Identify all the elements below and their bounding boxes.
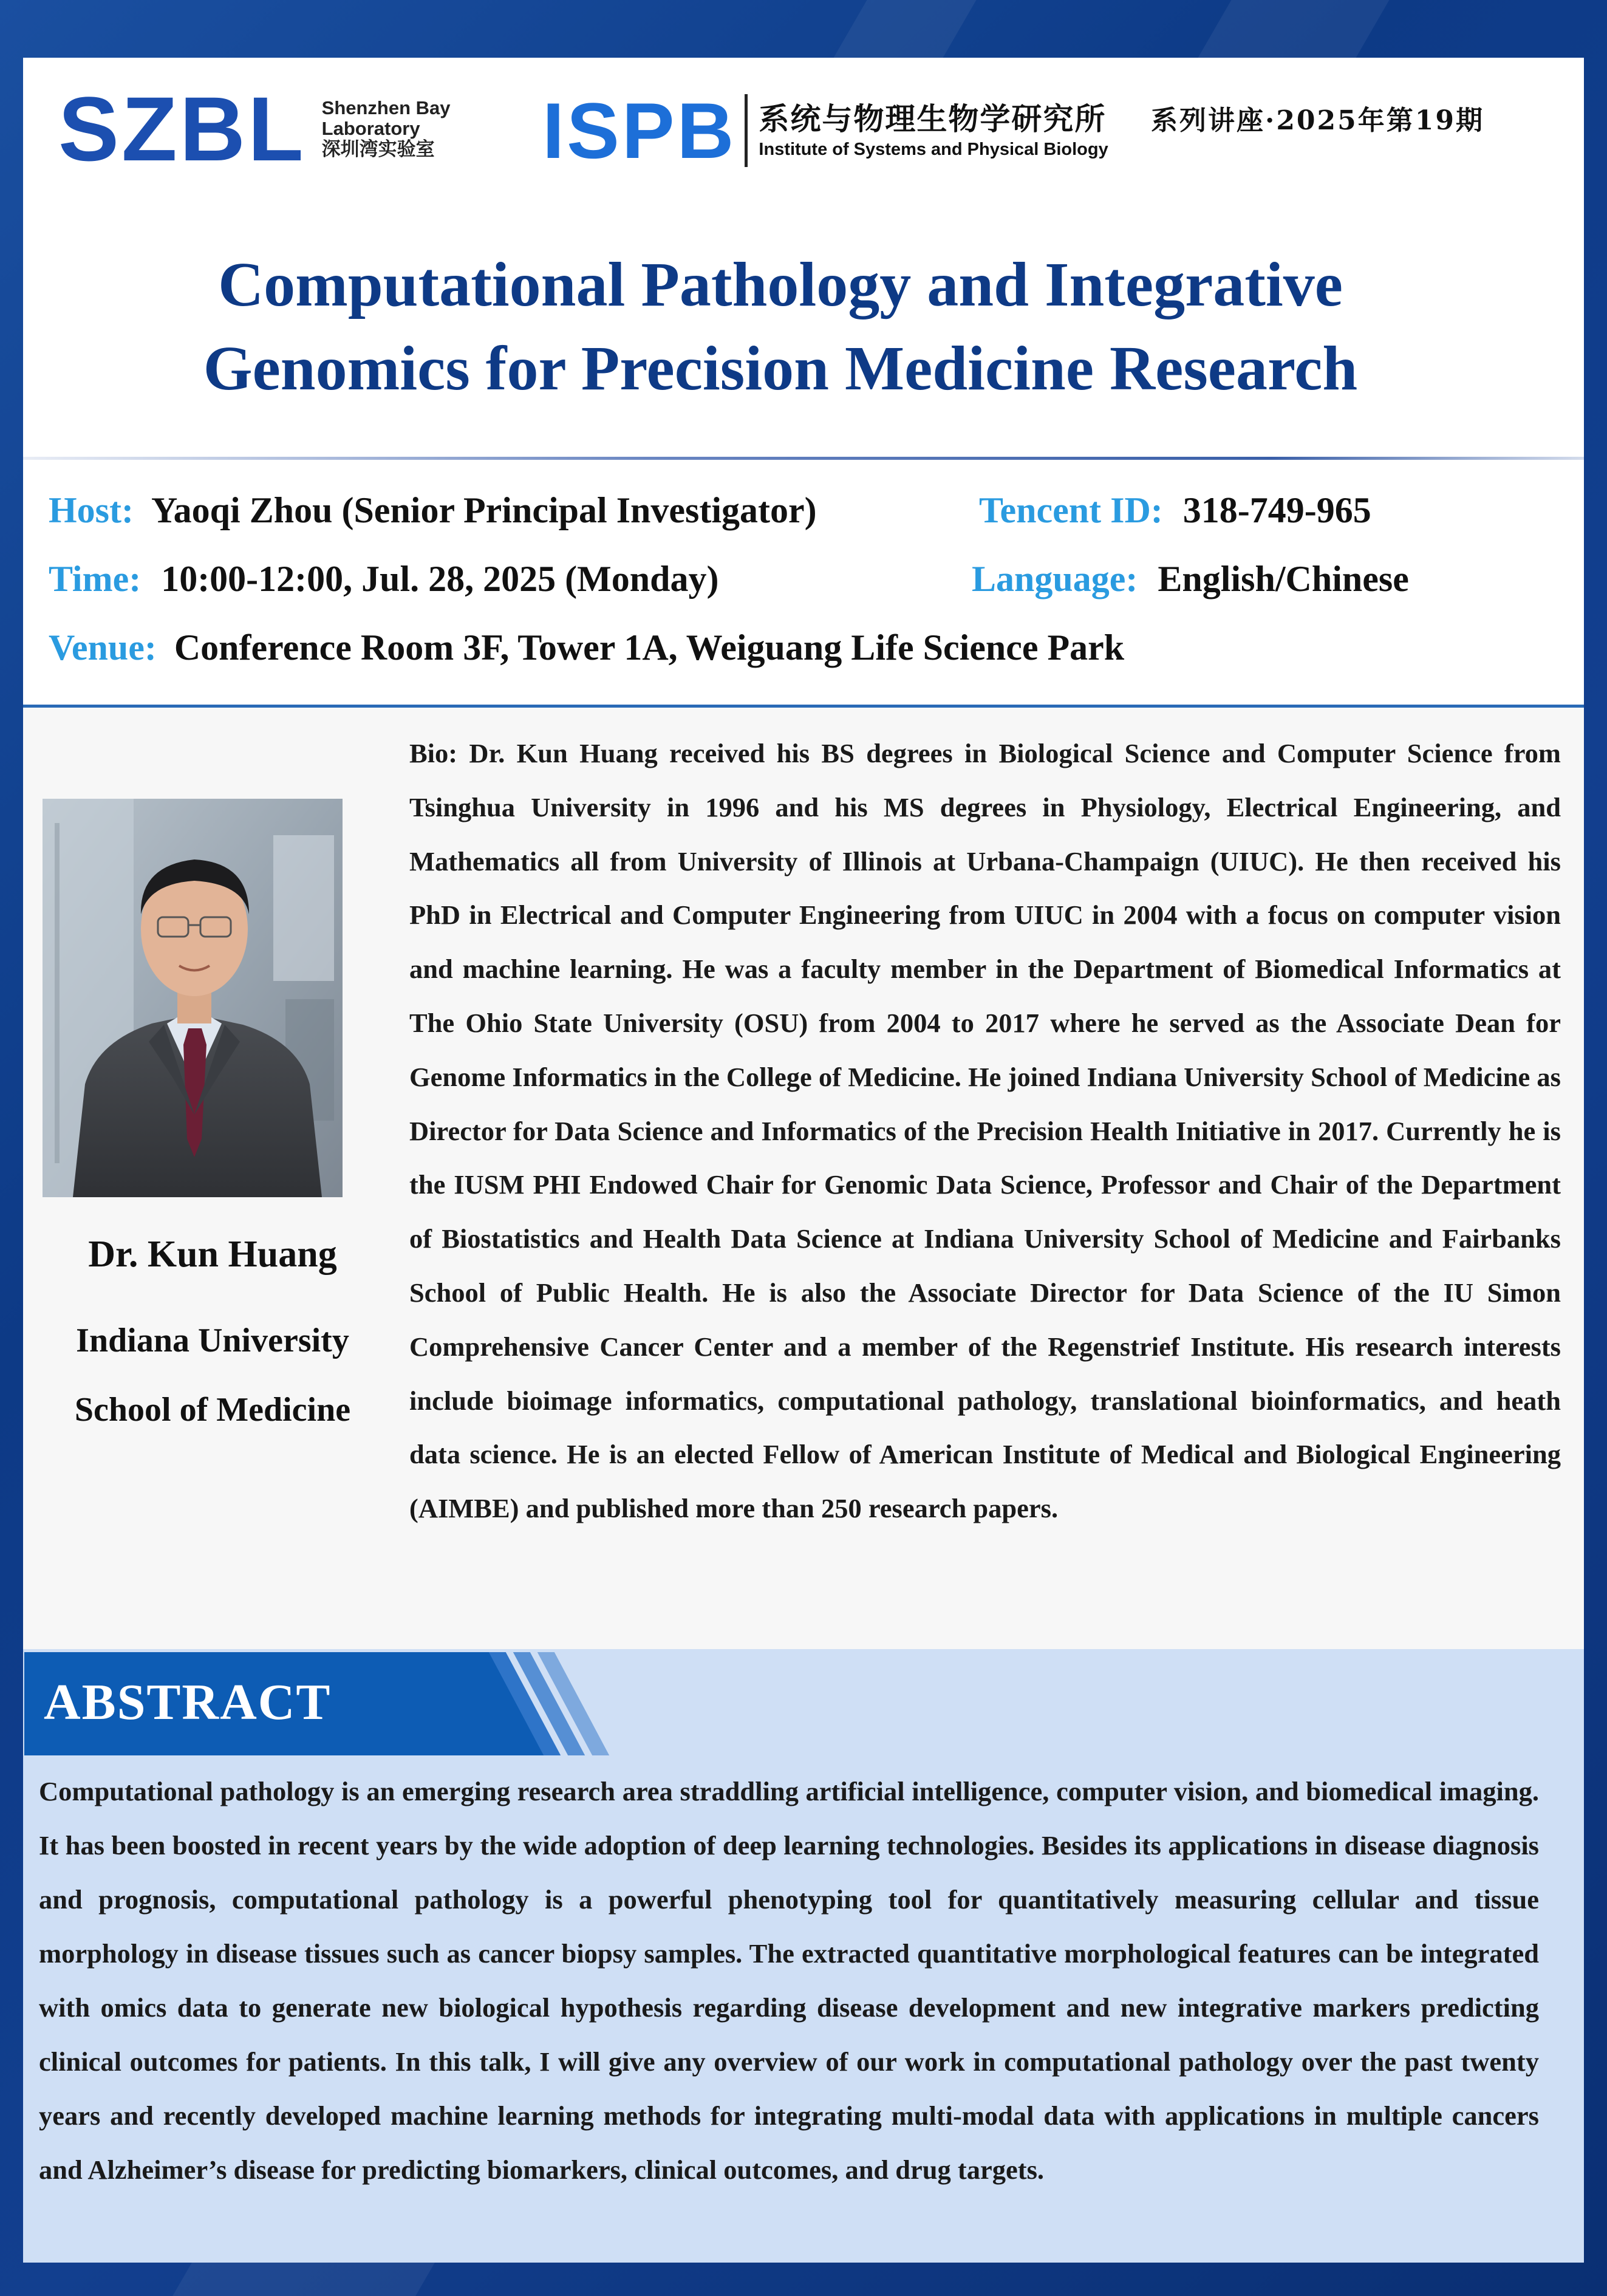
szbl-wordmark: SZBL: [58, 78, 306, 180]
tencent-row: [979, 488, 1371, 532]
ispb-name-chinese: 系统与物理生物学研究所: [759, 101, 1107, 137]
host-value: Yaoqi Zhou (Senior Principal Investigator): [151, 490, 817, 530]
time-value: 10:00-12:00, Jul. 28, 2025 (Monday): [161, 559, 719, 599]
language-value: English/Chinese: [1158, 559, 1409, 599]
background-stripe: [172, 2263, 435, 2296]
speaker-photo: [43, 799, 343, 1197]
ispb-name-english: Institute of Systems and Physical Biology: [759, 140, 1108, 159]
page-title: [36, 243, 1524, 411]
language-label: Language:: [972, 559, 1138, 599]
abstract-text: Computational pathology is an emerging research area straddling artificial intelligence, computer vision, and biomedical imaging. It has been boosted in recent years by the wide adoption of deep learning technologies. Besides its applications in disease diagnosis and prognosis, computational pathology is a powerful phenotyping tool for quantitatively measuring cellular and tissue morphology in disease tissues such as cancer biopsy samples. The extracted quantitative morphological features can be integrated with omics data to generate new biological hypothesis regarding disease development and new integrative markers predicting clinical outcomes for patients. In this talk, I will give any overview of our work in computational pathology over the past twenty years and recently developed machine learning methods for integrating multi-modal data with applications in multiple cancers and Alzheimer’s disease for predicting biomarkers, clinical outcomes, and drug targets.: [39, 1776, 1539, 2185]
host-label: Host:: [49, 490, 134, 530]
title-divider: [23, 457, 1584, 460]
ispb-divider: [745, 94, 748, 167]
ispb-name: [759, 100, 1108, 161]
abstract-heading: ABSTRACT: [44, 1674, 332, 1731]
szbl-name-line1: Shenzhen Bay: [321, 97, 451, 118]
tencent-value: 318-749-965: [1182, 490, 1371, 530]
speaker-bio: Bio: Dr. Kun Huang received his BS degrees in Biological Science and Computer Science from Tsinghua University in 1996 and his MS degrees in Physiology, Electrical Engineering, and Mathematics all from University of Illinois at Urbana-Champaign (UIUC). He then received his PhD in Electrical and Computer Engineering from UIUC in 2004 with a focus on computer vision and machine learning. He was a faculty member in the Department of Biomedical Informatics at The Ohio State University (OSU) from 2004 to 2017 where he served as the Associate Dean for Genome Informatics in the College of Medicine. He joined Indiana University School of Medicine as Director for Data Science and Informatics of the Precision Health Initiative in 2017. Currently he is the IUSM PHI Endowed Chair for Genomic Data Science, Professor and Chair of the Department of Biostatistics and Health Data Science at Indiana University School of Medicine and Fairbanks School of Public Health. He is also the Associate Director for Data Science of the IU Simon Comprehensive Cancer Center and a member of the Regenstrief Institute. His research interests include bioimage informatics, computational pathology, translational bioinformatics, and heath data science. He is an elected Fellow of American Institute of Medical and Biological Engineering (AIMBE) and published more than 250 research papers.: [409, 738, 1561, 1524]
venue-label: Venue:: [49, 627, 157, 668]
host-row: [49, 488, 817, 532]
ispb-logo: [542, 85, 1108, 176]
language-row: [972, 557, 1409, 601]
venue-value: Conference Room 3F, Tower 1A, Weiguang Life Science Park: [174, 627, 1125, 668]
speaker-affiliation: [24, 1306, 401, 1444]
speaker-name: Dr. Kun Huang: [88, 1234, 337, 1275]
venue-row: [49, 626, 1124, 669]
szbl-name-line2: Laboratory: [321, 118, 420, 139]
ispb-wordmark: ISPB: [542, 86, 737, 175]
background-stripe: [1198, 0, 1390, 58]
speaker-affiliation-line1: Indiana University: [76, 1322, 349, 1359]
szbl-logo: [58, 78, 451, 180]
szbl-name: [322, 98, 451, 160]
szbl-name-line3: 深圳湾实验室: [321, 138, 435, 160]
series-label: 系列讲座·2025年第19期: [1151, 105, 1485, 136]
title-line-1: Computational Pathology and Integrative: [218, 250, 1343, 319]
background-stripe: [834, 0, 977, 58]
title-line-2: Genomics for Precision Medicine Research: [203, 333, 1358, 403]
time-row: [49, 557, 719, 601]
tencent-label: Tencent ID:: [979, 490, 1163, 530]
time-label: Time:: [49, 559, 142, 599]
speaker-affiliation-line2: School of Medicine: [74, 1391, 351, 1429]
